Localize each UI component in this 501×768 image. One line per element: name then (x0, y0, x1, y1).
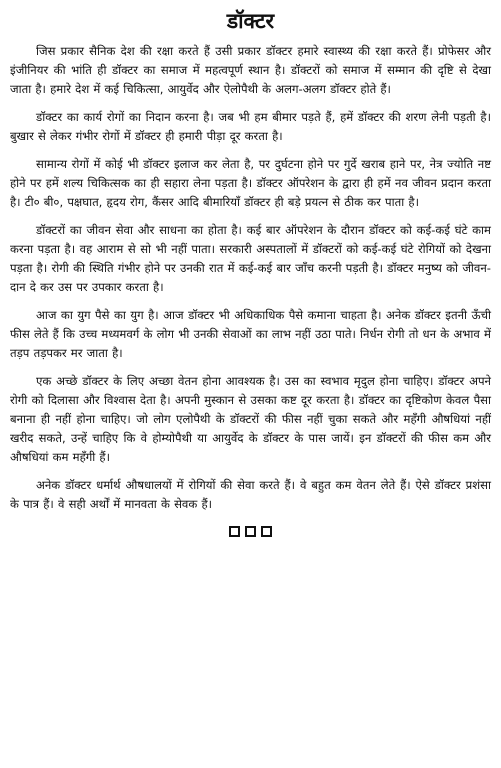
paragraph-1: जिस प्रकार सैनिक देश की रक्षा करते हैं उसी प्रकार डॉक्टर हमारे स्वास्थ्य की रक्षा करते हैं। प्रोफेसर और इंजीनियर की भांति ही डॉक्टर का समाज में महत्वपूर्ण स्थान है। डॉक्टरों को समाज में सम्मान की दृष्टि से देखा जाता है। हमारे देश में कई चिकित्सा, आयुर्वेद और ऐलोपैथी के अलग-अलग डॉक्टर होते हैं। (10, 44, 491, 96)
paragraph-2: डॉक्टर का कार्य रोगों का निदान करना है। जब भी हम बीमार पड़ते हैं, हमें डॉक्टर की शरण लेनी पड़ती है। बुखार से लेकर गंभीर रोगों में डॉक्टर ही हमारी पीड़ा दूर करता है। (10, 110, 491, 143)
end-of-text-marks (10, 526, 491, 537)
paragraph-4: डॉक्टरों का जीवन सेवा और साधना का होता है। कई बार ऑपरेशन के दौरान डॉक्टर को कई-कई घंटे काम करना पड़ता है। वह आराम से सो भी नहीं पाता। सरकारी अस्पतालों में डॉक्टरों को कई-कई घंटे रोगियों को देखना पड़ता है। रोगी की स्थिति गंभीर होने पर उनकी रात में कई-कई बार जाँच करनी पड़ती है। डॉक्टर मनुष्य को जीवन-दान दे कर उस पर उपकार करता है। (10, 223, 491, 294)
paragraph-7: अनेक डॉक्टर धर्मार्थ औषधालयों में रोगियों की सेवा करते हैं। वे बहुत कम वेतन लेते हैं। ऐसे डॉक्टर प्रशंसा के पात्र हैं। वे सही अर्थों में मानवता के सेवक हैं। (10, 478, 491, 511)
end-box-icon (229, 526, 240, 537)
paragraph-5: आज का युग पैसे का युग है। आज डॉक्टर भी अधिकाधिक पैसे कमाना चाहता है। अनेक डॉक्टर इतनी ऊँची फीस लेते हैं कि उच्च मध्यमवर्ग के लोग भी उनकी सेवाओं का लाभ नहीं उठा पाते। निर्धन रोगी तो धन के अभाव में तड़प तड़पकर मर जाता है। (10, 308, 491, 360)
paragraph-3: सामान्य रोगों में कोई भी डॉक्टर इलाज कर लेता है, पर दुर्घटना होने पर गुर्दे खराब हाने पर, नेत्र ज्योति नष्ट होने पर हमें शल्य चिकित्सक का ही सहारा लेना पड़ता है। डॉक्टर ऑपरेशन के द्वारा ही हमें नव जीवन प्रदान करता है। टी० बी०, पक्षघात, हृदय रोग, कैंसर आदि बीमारियाँ डॉक्टर ही बड़े प्रयत्न से ठीक कर पाता है। (10, 157, 491, 209)
paragraph-6: एक अच्छे डॉक्टर के लिए अच्छा वेतन होना आवश्यक है। उस का स्वभाव मृदुल होना चाहिए। डॉक्टर अपने रोगी को दिलासा और विश्वास देता है। अपनी मुस्कान से उसका कष्ट दूर करता है। डॉक्टर का दृष्टिकोण केवल पैसा बनाना ही नहीं होना चाहिए। जो लोग एलोपैथी के डॉक्टरों की फीस नहीं चुका सकते और महँगी औषधियां नहीं खरीद सकते, उन्हें चाहिए कि वे होम्योपैथी या आयुर्वेद के डॉक्टर के पास जायें। इन डॉक्टरों की फीस कम और औषधियां कम महँगी हैं। (10, 374, 492, 464)
page-title: डॉक्टर (226, 9, 275, 33)
end-box-icon (245, 526, 256, 537)
end-box-icon (261, 526, 272, 537)
